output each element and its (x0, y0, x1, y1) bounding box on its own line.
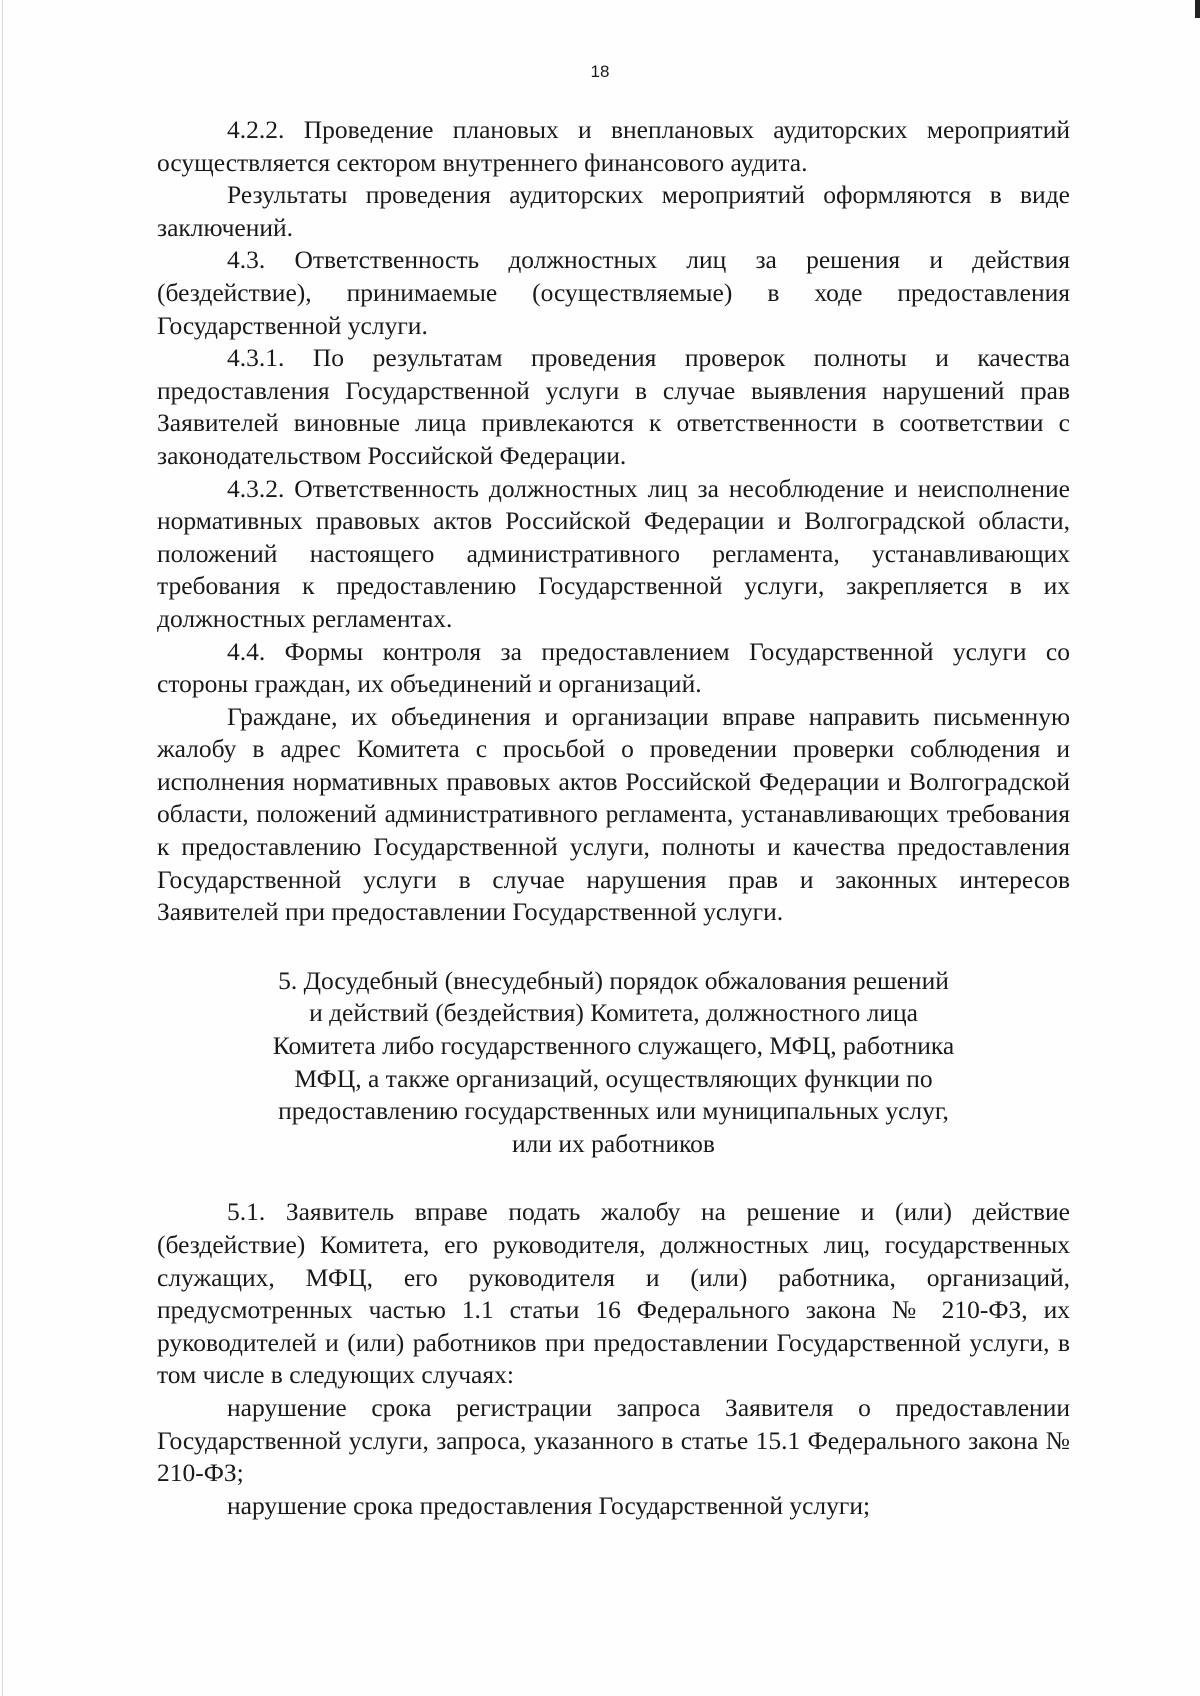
heading-line: Комитета либо государственного служащего, МФЦ, работника (272, 1031, 955, 1061)
document-body (157, 114, 1070, 1522)
paragraph-4-3: 4.3. Ответственность должностных лиц за решения и действия (бездействие), принимаемые (осуществляемые) в ходе предоставления Государственной услуги. (157, 245, 1070, 340)
paragraph-4-2-2: 4.2.2. Проведение плановых и внеплановых аудиторских мероприятий осуществляется сектором внутреннего финансового аудита. (157, 115, 1070, 177)
paragraph-5-1: 5.1. Заявитель вправе подать жалобу на решение и (или) действие (бездействие) Комитета, его руководителя, должностных лиц, государственных служащих, МФЦ, его руководителя и (или) работника, организаций, предусмотренных частью 1.1 статьи 16 Федерального закона № 210-ФЗ, их руководителей и (или) работников при предоставлении Государственной услуги, в том числе в следующих случаях: (157, 1197, 1070, 1390)
heading-line: МФЦ, а также организаций, осуществляющих функции по (294, 1063, 933, 1093)
heading-line: предоставлению государственных или муниципальных услуг, (278, 1096, 949, 1126)
paragraph-4-3-2: 4.3.2. Ответственность должностных лиц за несоблюдение и неисполнение нормативных правовых актов Российской Федерации и Волгоградской области, положений настоящего административного регламента, устанавливающих требования к предоставлению Государственной услуги, закрепляется в их должностных регламентах. (157, 473, 1070, 633)
paragraph-citizens-complaint: Граждане, их объединения и организации вправе направить письменную жалобу в адрес Комитета с просьбой о проведении проверки соблюдения и исполнения нормативных правовых актов Российской Федерации и Волгоградской области, положений административного регламента, устанавливающих требования к предоставлению Государственной услуги, полноты и качества предоставления Государственной услуги в случае нарушения прав и законных интересов Заявителей при предоставлении Государственной услуги. (157, 701, 1070, 927)
scan-corner-mark (1195, 0, 1200, 18)
paragraph-audit-results: Результаты проведения аудиторских мероприятий оформляются в виде заключений. (157, 180, 1070, 242)
paragraph-registration-violation: нарушение срока регистрации запроса Заявителя о предоставлении Государственной услуги, запроса, указанного в статье 15.1 Федерального закона № 210-ФЗ; (157, 1392, 1070, 1488)
paragraph-service-term-violation: нарушение срока предоставления Государственной услуги; (227, 1490, 871, 1520)
heading-line: и действий (бездействия) Комитета, должностного лица (309, 998, 918, 1028)
page-number: 18 (590, 62, 610, 81)
paragraph-4-3-1: 4.3.1. По результатам проведения проверок полноты и качества предоставления Государственной услуги в случае выявления нарушений прав Заявителей виновные лица привлекаются к ответственности в соответствии с законодательством Российской Федерации. (157, 343, 1070, 470)
paragraph-4-4: 4.4. Формы контроля за предоставлением Государственной услуги со стороны граждан, их объединений и организаций. (157, 636, 1070, 699)
scan-edge-line (2, 0, 3, 1696)
section-5-heading (157, 965, 1070, 1161)
heading-line: 5. Досудебный (внесудебный) порядок обжалования решений (278, 965, 949, 995)
heading-line: или их работников (512, 1128, 715, 1158)
